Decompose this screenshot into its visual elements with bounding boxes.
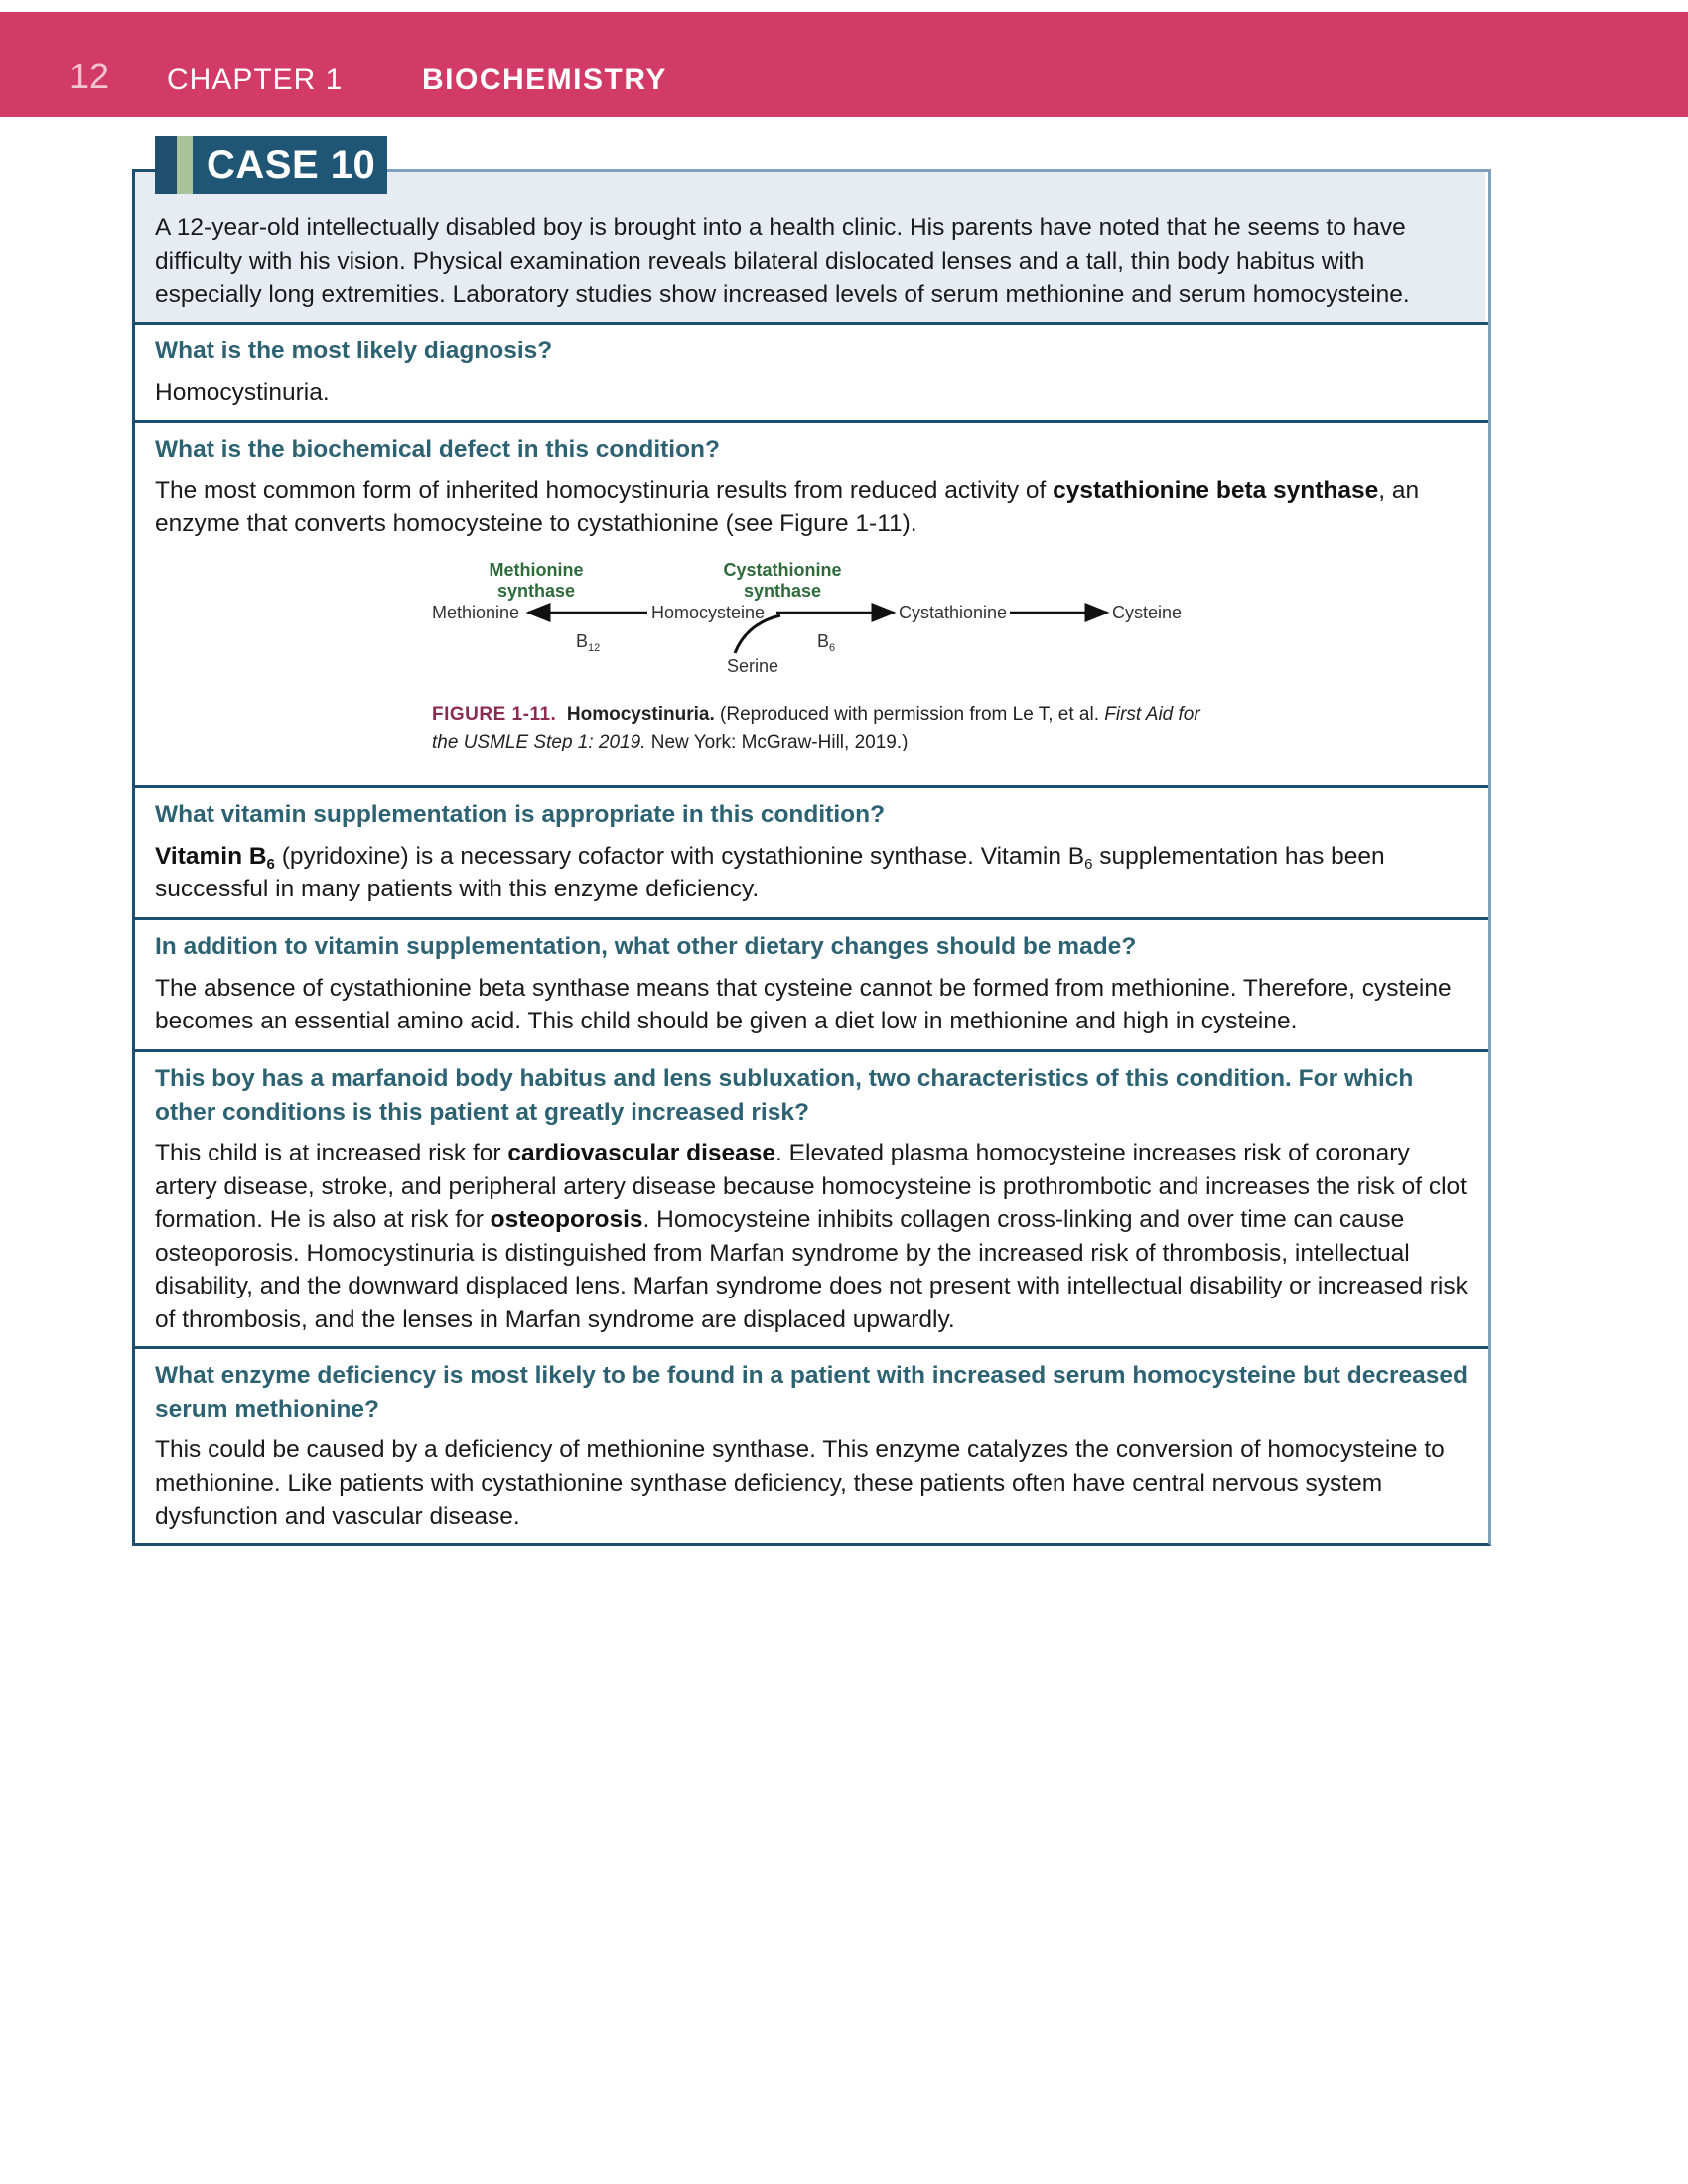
- vignette-text: A 12-year-old intellectually disabled boy is brought into a health clinic. His parents have noted that he seems to have difficulty with his vision. Physical examination reveals bilateral dislocated lenses and a tall, thin body habitus with especially long extremities. Laboratory studies show increased levels of serum methionine and serum homocysteine.: [155, 214, 1410, 308]
- cofactor-b12: $B_{12}$: [576, 631, 601, 654]
- answer: Vitamin $B_6$ (pyridoxine) is a necessary cofactor with cystathionine synthase. Vitamin $B_6$ supplementation has been successful in many patients with this enzyme deficiency.: [155, 842, 1385, 902]
- qa-section-risk: [155, 1062, 1471, 1336]
- answer: The absence of cystathionine beta synthase means that cysteine cannot be formed from methionine. Therefore, cysteine becomes an essential amino acid. This child should be given a diet low in methionine and high in cysteine.: [155, 974, 1452, 1034]
- section-divider: [132, 322, 1488, 325]
- cofactor-b6: $B_6$: [817, 631, 836, 654]
- section-divider: [132, 1346, 1488, 1349]
- node-methionine: Methionine: [432, 603, 520, 622]
- question: What is the most likely diagnosis?: [155, 338, 553, 364]
- tab-stripe-dark: [155, 136, 177, 194]
- question: What vitamin supplementation is appropriate in this condition?: [155, 801, 886, 828]
- enzyme-methionine-synthase-line1: Methionine: [489, 560, 584, 580]
- node-homocysteine: Homocysteine: [651, 603, 766, 622]
- answer-emphasis: osteoporosis: [490, 1206, 643, 1233]
- case-title-tab: [155, 136, 387, 194]
- tab-stripe-green: [177, 136, 193, 194]
- enzyme-cystathionine-synthase-line2: synthase: [743, 581, 822, 601]
- qa-section-biochemical-defect: [155, 433, 1471, 541]
- section-divider: [132, 420, 1488, 423]
- qa-section-vitamin: [155, 798, 1471, 906]
- section-divider: [132, 1049, 1488, 1052]
- node-serine: Serine: [727, 656, 779, 676]
- figure-label: FIGURE 1-11.: [432, 704, 557, 725]
- case-title: CASE 10: [193, 136, 387, 194]
- figure-caption: FIGURE 1-11. Homocystinuria. (Reproduced with permission from Le T, et al. First Aid for the USMLE Step 1: 2019. New York: McGraw-Hill, 2019.): [432, 704, 1200, 752]
- node-cysteine: Cysteine: [1112, 603, 1183, 622]
- answer-emphasis: Vitamin $B_6$: [155, 842, 275, 873]
- figure-title: Homocystinuria.: [566, 704, 715, 725]
- enzyme-methionine-synthase-line2: synthase: [496, 581, 576, 601]
- answer-emphasis: cardiovascular disease: [507, 1140, 776, 1166]
- pathway-diagram: [427, 556, 1201, 695]
- question: What enzyme deficiency is most likely to be found in a patient with increased serum homocysteine but decreased serum methionine?: [155, 1362, 1468, 1423]
- answer-emphasis: cystathionine beta synthase: [1053, 477, 1379, 504]
- node-cystathionine: Cystathionine: [899, 603, 1008, 622]
- question: What is the biochemical defect in this condition?: [155, 436, 720, 463]
- case-vignette: [135, 172, 1485, 322]
- answer: The most common form of inherited homocystinuria results from reduced activity of cystathionine beta synthase, an enzyme that converts homocysteine to cystathionine (see Figure 1-11).: [155, 477, 1420, 537]
- page-number: 12: [70, 56, 110, 96]
- section-label: BIOCHEMISTRY: [422, 64, 667, 96]
- answer: This could be caused by a deficiency of methionine synthase. This enzyme catalyzes the conversion of homocysteine to methionine. Like patients with cystathionine synthase deficiency, these patients often have central nervous system dysfunction and vascular disease.: [155, 1436, 1445, 1530]
- qa-section-enzyme-deficiency: [155, 1359, 1471, 1534]
- question: In addition to vitamin supplementation, what other dietary changes should be made?: [155, 933, 1137, 960]
- chapter-label: CHAPTER 1: [167, 64, 344, 96]
- section-divider: [132, 917, 1488, 920]
- section-divider: [132, 785, 1488, 788]
- question: This boy has a marfanoid body habitus and lens subluxation, two characteristics of this condition. For which other conditions is this patient at greatly increased risk?: [155, 1065, 1414, 1126]
- answer: This child is at increased risk for cardiovascular disease. Elevated plasma homocysteine increases risk of coronary artery disease, stroke, and peripheral artery disease because homocysteine is prothrombotic and increases the risk of clot formation. He is also at risk for osteoporosis. Homocysteine inhibits collagen cross-linking and over time can cause osteoporosis. Homocystinuria is distinguished from Marfan syndrome by the increased risk of thrombosis, intellectual disability, and the downward displaced lens. Marfan syndrome does not present with intellectual disability or increased risk of thrombosis, and the lenses in Marfan syndrome are displaced upwardly.: [155, 1140, 1468, 1333]
- qa-section-diet: [155, 930, 1471, 1038]
- qa-section-diagnosis: [155, 335, 1471, 409]
- enzyme-cystathionine-synthase-line1: Cystathionine: [723, 560, 842, 580]
- answer: Homocystinuria.: [155, 378, 330, 406]
